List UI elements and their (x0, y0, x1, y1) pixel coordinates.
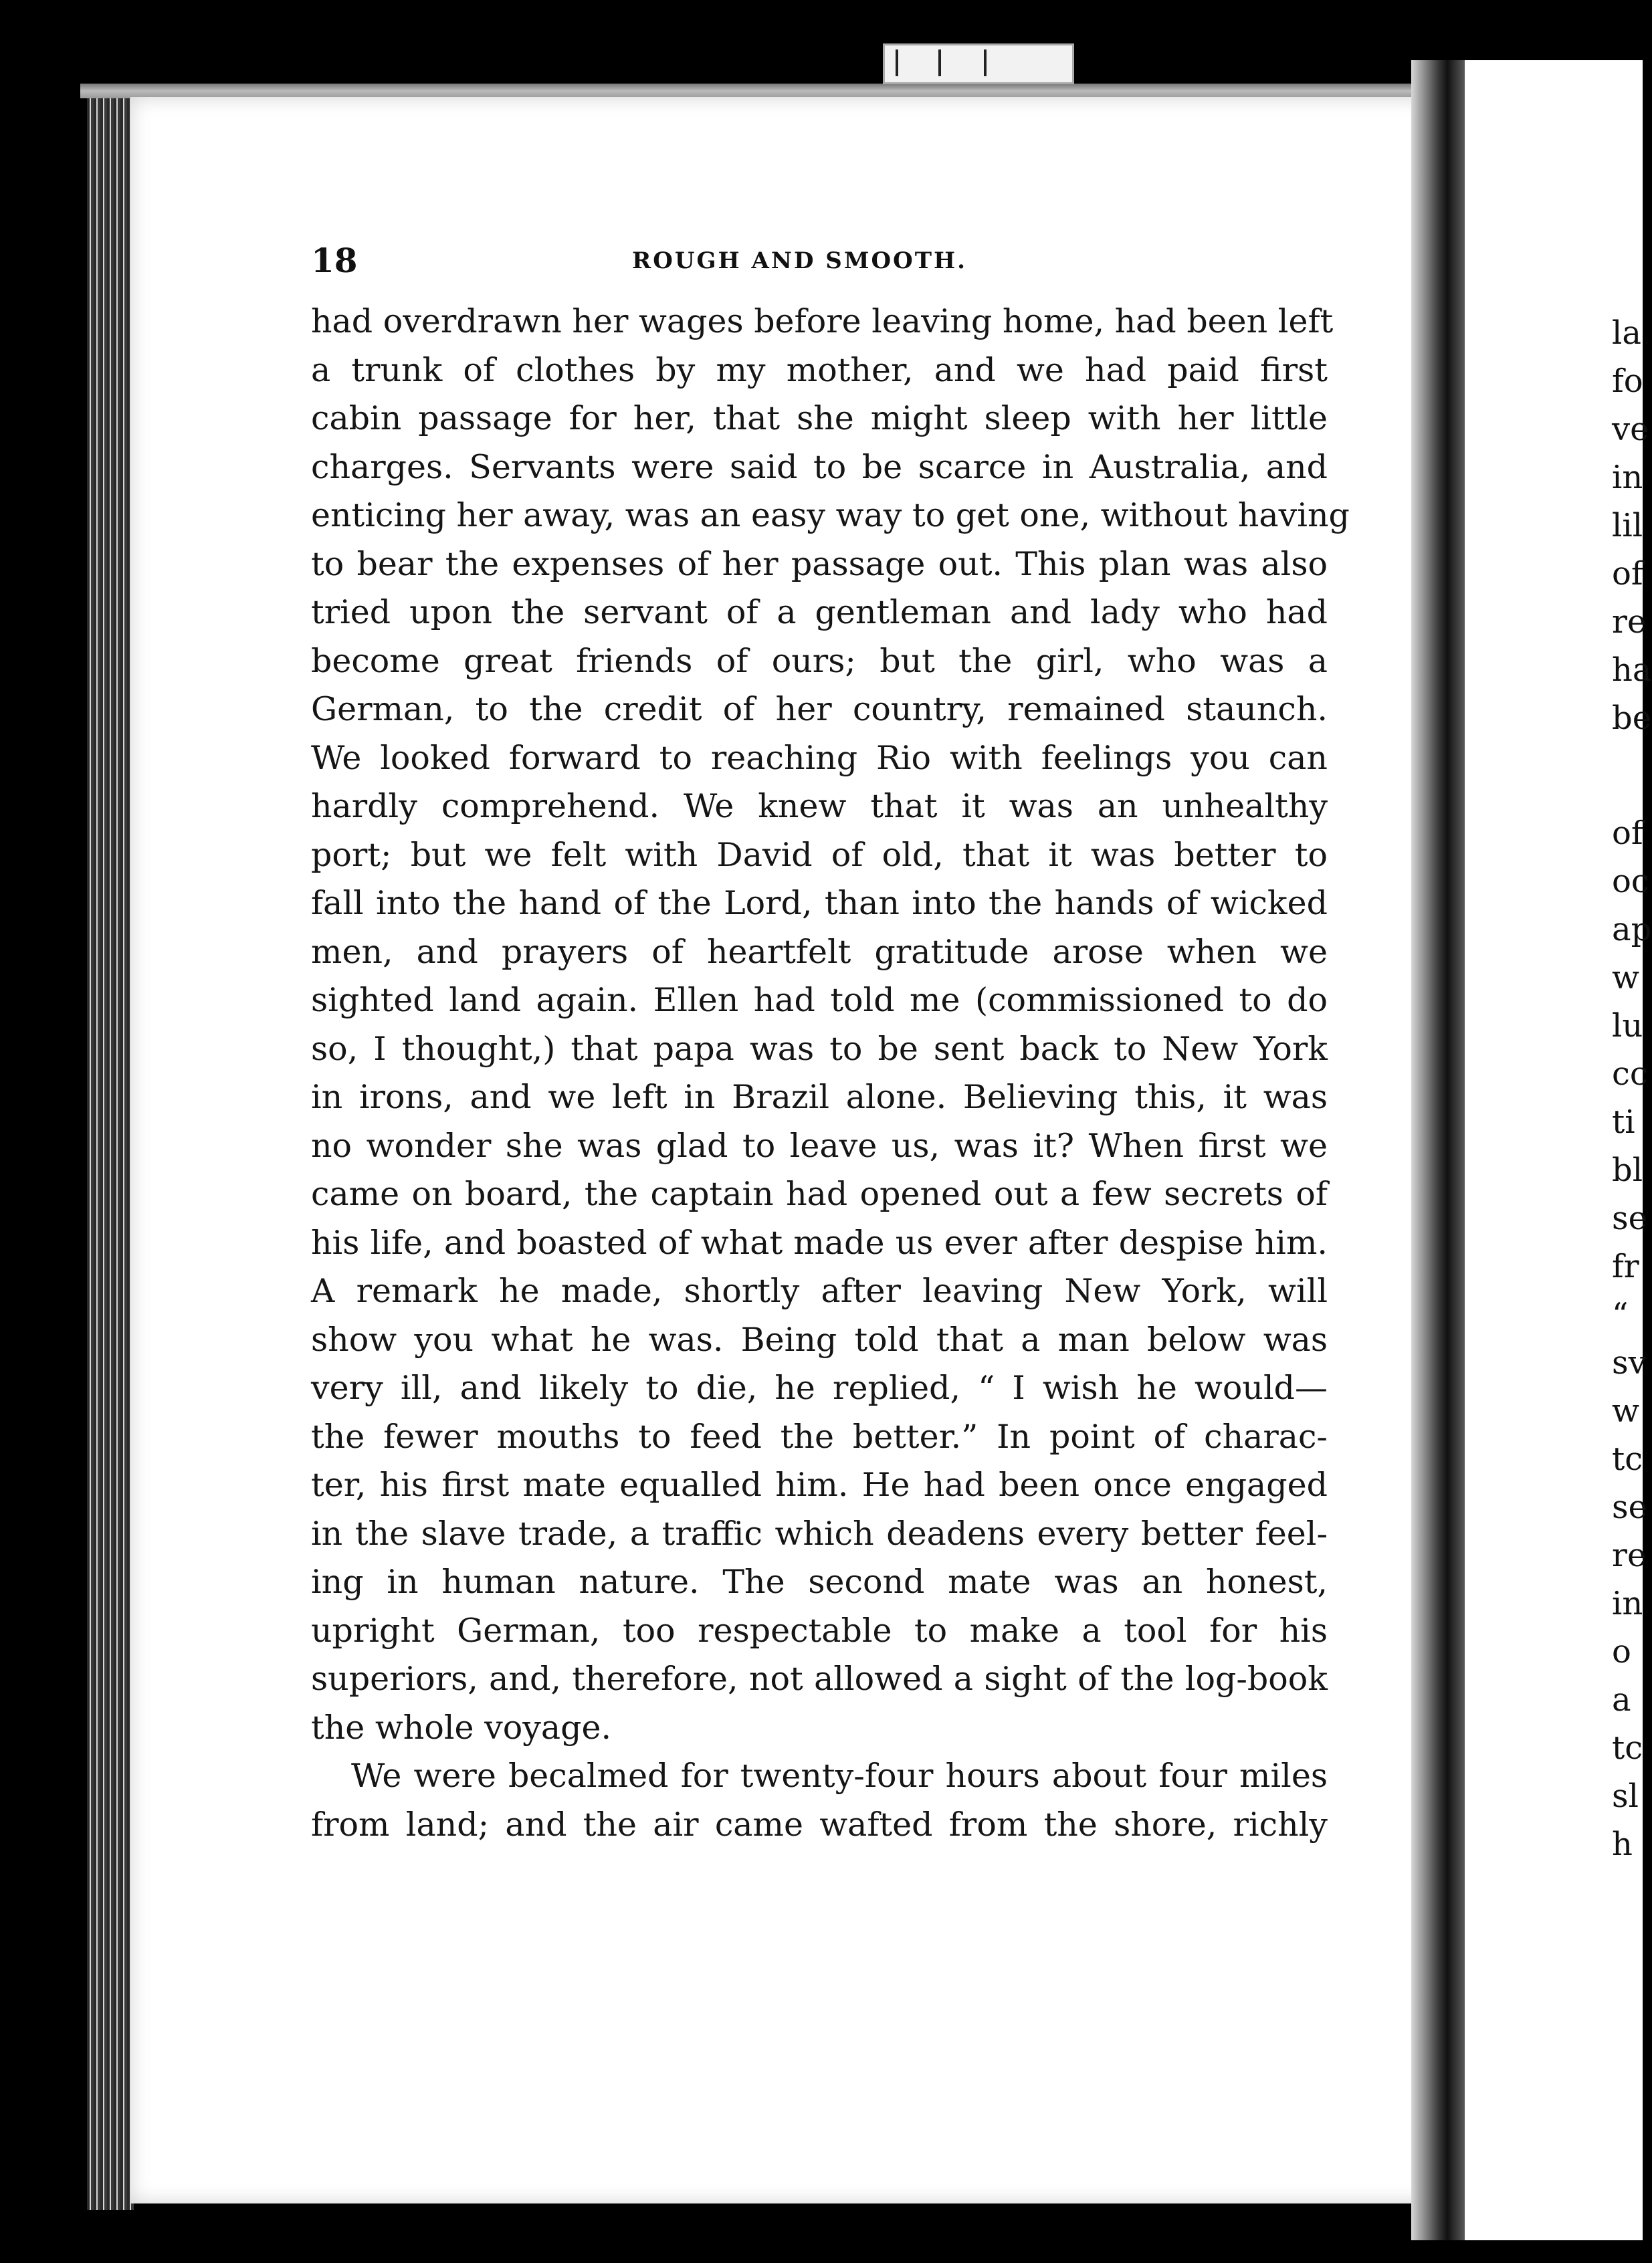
facing-page-fragment: of (1612, 555, 1643, 592)
facing-page-fragment: in (1612, 1585, 1643, 1622)
facing-page-fragment: oc (1612, 863, 1649, 900)
text-line: port; but we felt with David of old, that it was better to (311, 835, 1328, 874)
text-line: tried upon the servant of a gentleman and lady who had (311, 593, 1328, 631)
text-line: charges. Servants were said to be scarce in Australia, and (311, 447, 1328, 486)
text-line: ter, his first mate equalled him. He had been once engaged (311, 1466, 1328, 1504)
facing-page-fragment: “ (1612, 1296, 1629, 1333)
facing-page-fragment: tc (1612, 1440, 1643, 1478)
text-line: men, and prayers of heartfelt gratitude arose when we (311, 932, 1328, 971)
text-line: enticing her away, was an easy way to get one, without having (311, 496, 1350, 534)
facing-page-fragment: lil (1612, 507, 1643, 544)
text-line: cabin passage for her, that she might sleep with her little (311, 399, 1328, 437)
facing-page-fragment: of (1612, 815, 1643, 852)
text-line: German, to the credit of her country, remained staunch. (311, 690, 1328, 728)
text-line: A remark he made, shortly after leaving New York, will (311, 1272, 1328, 1310)
facing-page-fragment: tc (1612, 1729, 1643, 1767)
text-line: so, I thought,) that papa was to be sent back to New York (311, 1029, 1328, 1068)
facing-page-fragment: bl (1612, 1152, 1643, 1189)
text-line: the whole voyage. (311, 1708, 612, 1747)
facing-page-fragment: ap (1612, 911, 1652, 948)
facing-page-fragment: ti (1612, 1103, 1635, 1141)
facing-page-fragment: fo (1612, 362, 1643, 400)
book-tab-marks (883, 43, 1074, 84)
text-line: sighted land again. Ellen had told me (commissioned to do (311, 981, 1328, 1019)
page-edges (87, 90, 134, 2210)
facing-page-fragment: sv (1612, 1344, 1647, 1382)
text-line: had overdrawn her wages before leaving home, had been left (311, 302, 1334, 340)
text-line: his life, and boasted of what made us ever after despise him. (311, 1223, 1328, 1262)
page-number: 18 (311, 241, 358, 280)
facing-page-fragment: o (1612, 1633, 1631, 1671)
facing-page-fragment: lu (1612, 1007, 1643, 1045)
gutter-shadow (1411, 60, 1471, 2240)
text-line: to bear the expenses of her passage out. This plan was also (311, 544, 1328, 583)
facing-page-fragment: fr (1612, 1248, 1639, 1285)
text-line: hardly comprehend. We knew that it was an unhealthy (311, 787, 1328, 825)
facing-page-fragment: h (1612, 1826, 1633, 1863)
facing-page-fragment: se (1612, 1200, 1648, 1237)
top-page-edge (80, 84, 1445, 98)
text-line: no wonder she was glad to leave us, was it? When first we (311, 1126, 1328, 1165)
facing-page-fragment: se (1612, 1489, 1648, 1526)
facing-page-fragment: a (1612, 1681, 1631, 1719)
text-line: in the slave trade, a traffic which deadens every better feel- (311, 1514, 1328, 1553)
text-line: a trunk of clothes by my mother, and we had paid first (311, 350, 1328, 389)
text-line: came on board, the captain had opened out a few secrets of (311, 1175, 1328, 1213)
running-head (0, 241, 1471, 281)
text-line: in irons, and we left in Brazil alone. Believing this, it was (311, 1078, 1328, 1116)
text-line: the fewer mouths to feed the better.” In point of charac- (311, 1417, 1328, 1456)
facing-page-fragment: in (1612, 459, 1643, 496)
facing-page-fragment: la (1612, 314, 1641, 352)
text-line: become great friends of ours; but the girl, who was a (311, 641, 1328, 680)
facing-page-fragment: w (1612, 1392, 1640, 1430)
facing-page-fragment: re (1612, 1537, 1647, 1574)
facing-page-fragment: ha (1612, 651, 1652, 689)
paragraph-start-line: We were becalmed for twenty-four hours about four miles (351, 1757, 1328, 1795)
text-line: show you what he was. Being told that a man below was (311, 1320, 1328, 1359)
text-line: We looked forward to reaching Rio with feelings you can (311, 738, 1328, 777)
facing-page-fragment: cc (1612, 1055, 1648, 1093)
facing-page-fragment: w (1612, 959, 1640, 996)
text-line: fall into the hand of the Lord, than into the hands of wicked (311, 884, 1328, 922)
running-title: ROUGH AND SMOOTH. (632, 247, 967, 274)
text-line: superiors, and, therefore, not allowed a sight of the log-book (311, 1660, 1328, 1698)
facing-page-fragment: re (1612, 603, 1647, 641)
facing-page-fragment: sl (1612, 1777, 1639, 1815)
body-text (311, 298, 1350, 1849)
text-line: from land; and the air came wafted from the shore, richly (311, 1805, 1328, 1844)
facing-page-fragment: be (1612, 699, 1652, 737)
facing-page-fragment: ve (1612, 411, 1649, 448)
text-line: ing in human nature. The second mate was an honest, (311, 1563, 1328, 1601)
text-line: upright German, too respectable to make a tool for his (311, 1611, 1328, 1650)
text-line: very ill, and likely to die, he replied, “ I wish he would— (311, 1369, 1328, 1407)
